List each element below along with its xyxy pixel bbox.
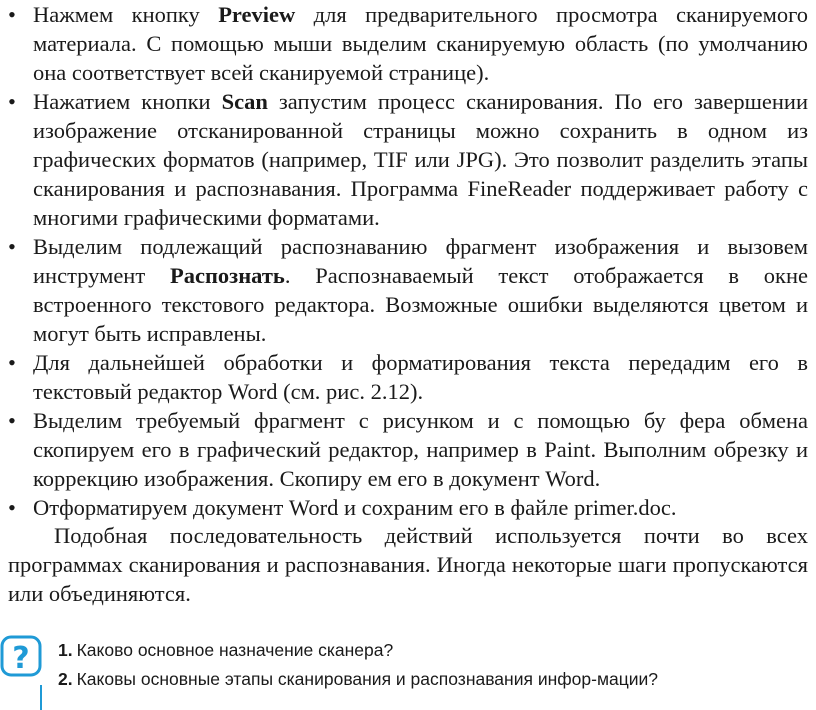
question-text: Каково основное назначение сканера?: [76, 640, 394, 660]
list-item: [8, 232, 808, 348]
item-bold-term: Preview: [218, 2, 296, 27]
list-item: [8, 0, 808, 87]
question-mark-icon: [0, 635, 42, 679]
item-text: Для дальнейшей обработки и форматирования текста передадим его в текстовый редактор Word (см. рис. 2.12).: [33, 350, 808, 404]
question-item: [58, 636, 798, 665]
question-text: Каковы основные этапы сканирования и распознавания инфор-мации?: [76, 669, 659, 689]
list-item: [8, 87, 808, 232]
item-text: Нажмем кнопку: [33, 2, 219, 27]
item-bold-term: Распознать: [169, 263, 285, 288]
item-text-cont: для предварительного просмотра сканируемого материала. С помощью мыши выделим сканируемую область (по умолчанию она соответствует всей сканируемой странице).: [33, 2, 808, 85]
review-questions: [58, 636, 798, 694]
question-divider-line: [40, 685, 42, 710]
question-glyph: ?: [12, 641, 30, 676]
question-number: 2.: [58, 669, 73, 689]
question-number: 1.: [58, 640, 73, 660]
item-text: Выделим подлежащий распознаванию фрагмент изображения и вызовем инструмент: [33, 234, 808, 288]
question-item: [58, 665, 798, 694]
list-item: [8, 348, 808, 406]
steps-list: [8, 0, 808, 522]
item-text: Отформатируем документ Word и сохраним его в файле primer.doc.: [33, 495, 677, 520]
item-text: Выделим требуемый фрагмент с рисунком и с помощью бу фера обмена скопируем его в графический редактор, например в Paint. Выполним обрезку и коррекцию изображения. Скопиру ем его в документ Word.: [33, 408, 808, 491]
item-text: Нажатием кнопки: [33, 89, 222, 114]
item-text-cont: запустим процесс сканирования. По его завершении изображение отсканированной страницы можно сохранить в одном из графических форматов (например, TIF или JPG). Это позволит разделить этапы сканирования и распознавания. Программа FineReader поддерживает работу с многими графическими форматами.: [33, 89, 808, 230]
item-text-cont: . Распознаваемый текст отображается в окне встроенного текстового редактора. Возможные ошибки выделяются цветом и могут быть исправлены.: [33, 263, 809, 346]
summary-paragraph: Подобная последовательность действий используется почти во всех программах сканирования и распознавания. Иногда некоторые шаги пропускаются или объединяются.: [8, 523, 808, 606]
list-item: [8, 406, 808, 493]
item-bold-term: Scan: [221, 89, 268, 114]
list-item: [8, 493, 808, 522]
